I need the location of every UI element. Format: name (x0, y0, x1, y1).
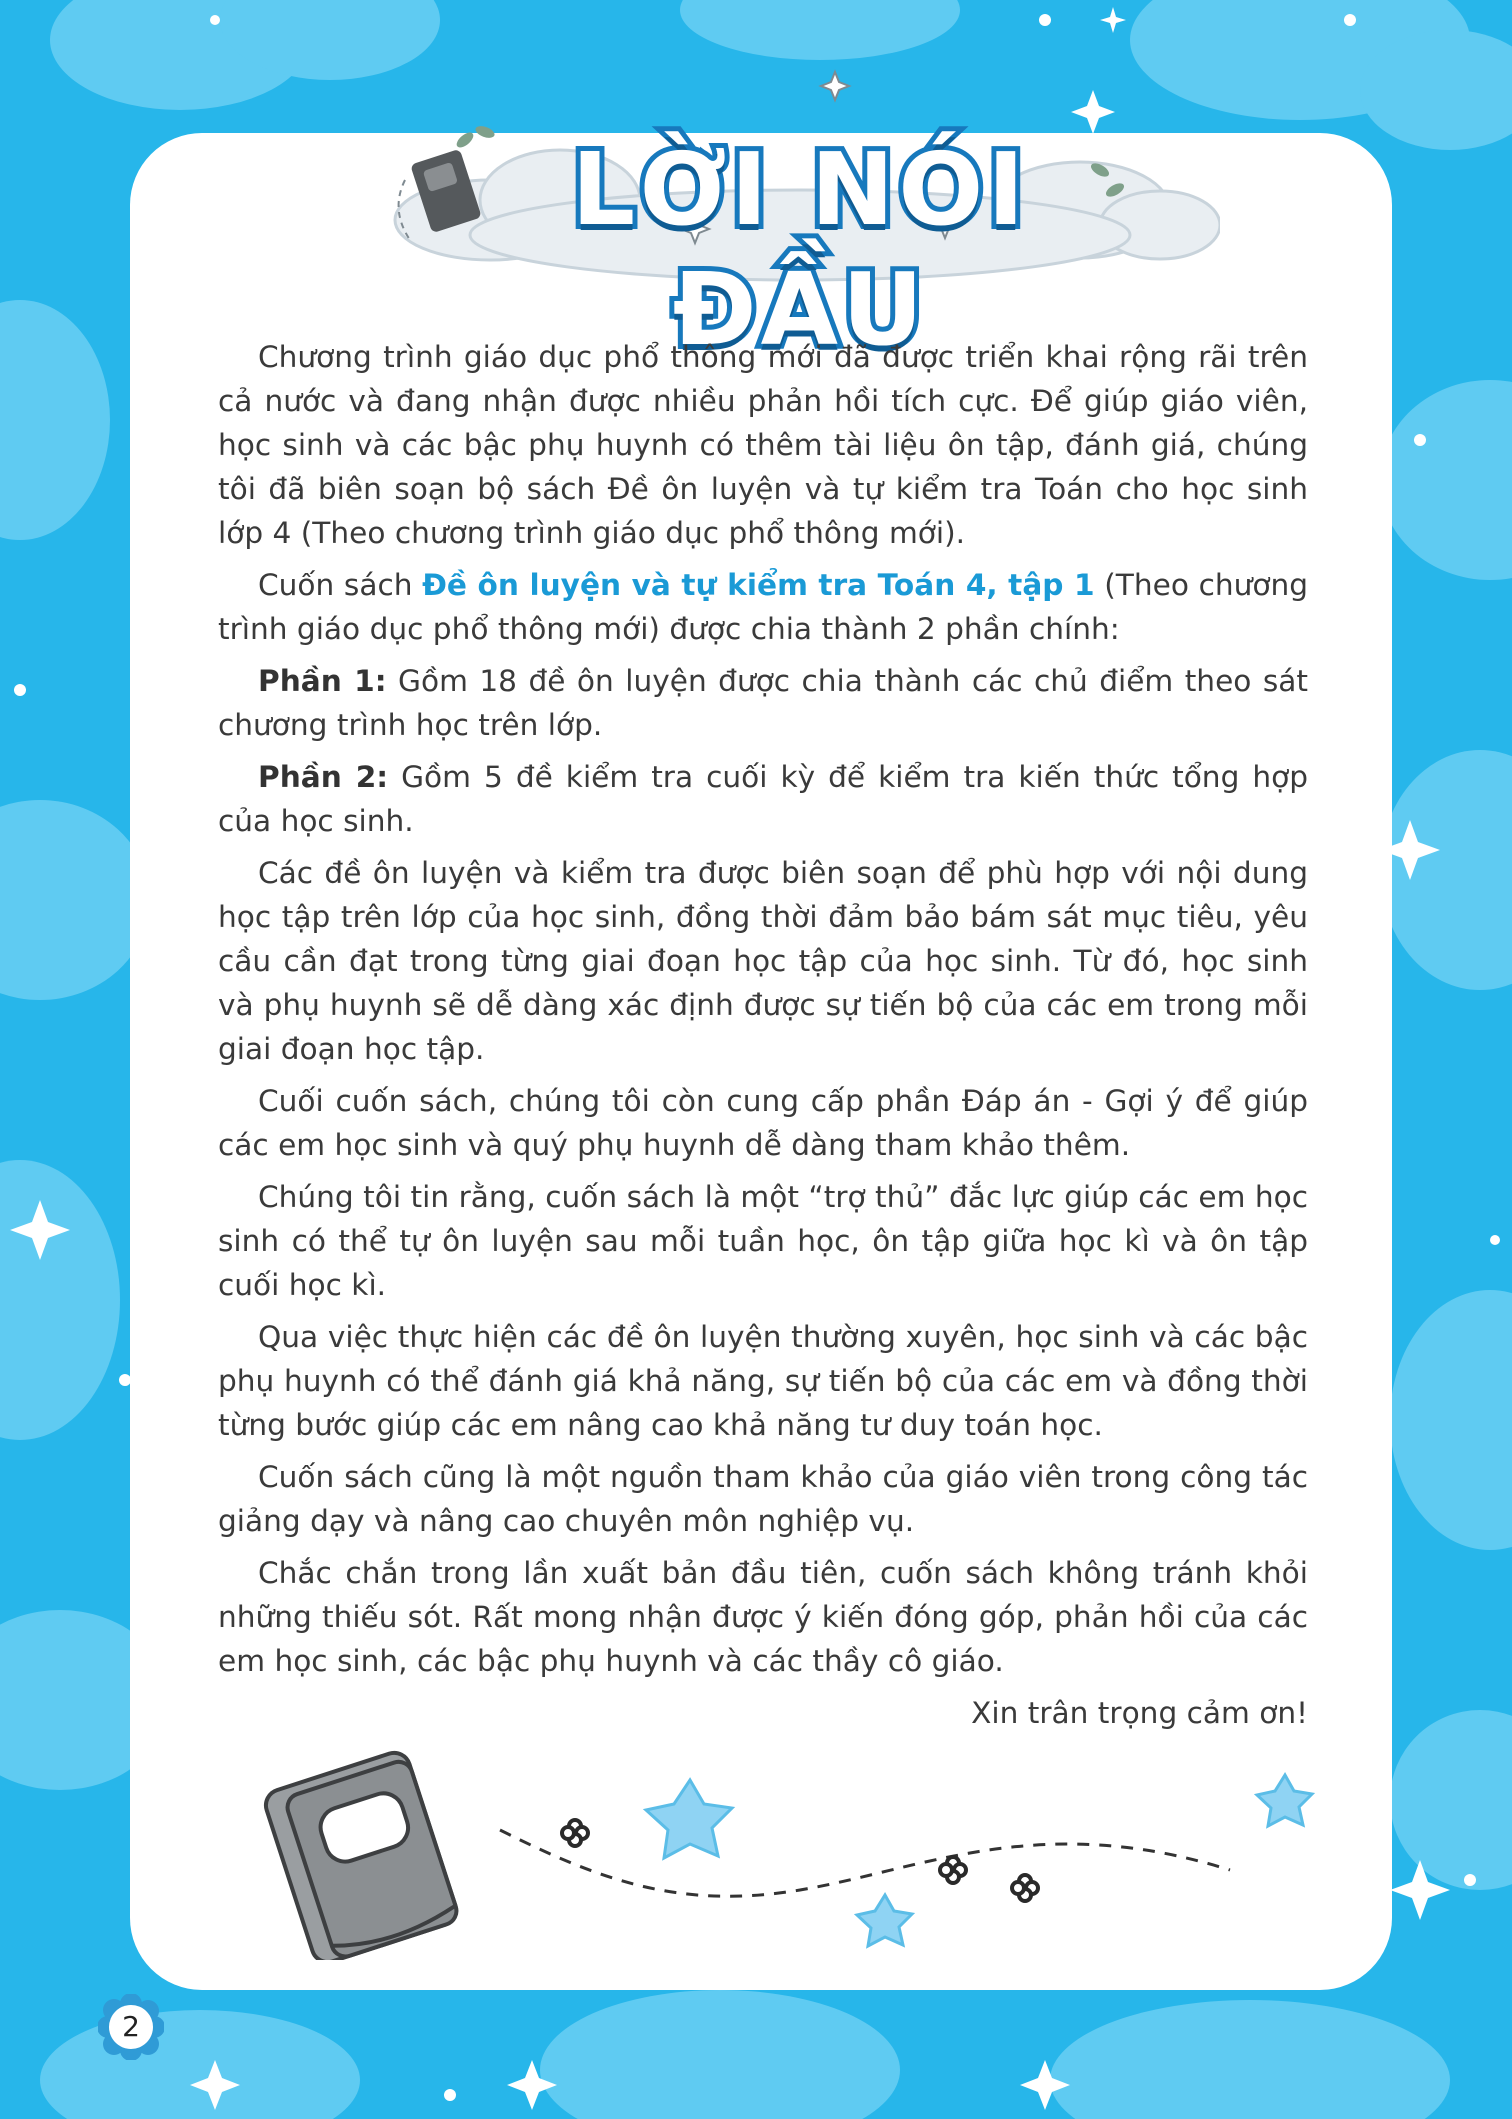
book-illustration-icon (262, 1749, 460, 1960)
p2-after: (Theo chương trình giáo dục phổ thông mới) được chia thành 2 phần chính: (218, 568, 1308, 646)
title-banner (380, 60, 1220, 368)
star-icons (646, 1775, 1312, 1946)
preface-body (218, 335, 1308, 1743)
paragraph-book-structure (218, 563, 1308, 651)
paragraph-content-design: Các đề ôn luyện và kiểm tra được biên soạn để phù hợp với nội dung học tập trên lớp của học sinh, đồng thời đảm bảo bám sát mục tiêu, yêu cầu cần đạt trong từng giai đoạn học tập của học sinh. Từ đó, học sinh và phụ huynh sẽ dễ dàng xác định được sự tiến bộ của các em trong mỗi giai đoạn học tập. (218, 856, 1308, 1066)
paragraph-part-1 (218, 659, 1308, 747)
page-title: LỜI NÓI ĐẦU (571, 131, 1029, 368)
book-title-highlight: Đề ôn luyện và tự kiểm tra Toán 4, tập 1 (422, 568, 1095, 602)
paragraph-part-2 (218, 755, 1308, 843)
paragraph-teacher-reference: Cuốn sách cũng là một nguồn tham khảo của giáo viên trong công tác giảng dạy và nâng cao chuyên môn nghiệp vụ. (218, 1460, 1308, 1538)
paragraph-answers: Cuối cuốn sách, chúng tôi còn cung cấp phần Đáp án - Gợi ý để giúp các em học sinh và quý phụ huynh dễ dàng tham khảo thêm. (218, 1084, 1308, 1162)
page-number-badge (98, 1994, 164, 2060)
page-number: 2 (122, 2010, 140, 2043)
paragraph-assistant: Chúng tôi tin rằng, cuốn sách là một “trợ thủ” đắc lực giúp các em học sinh có thể tự ôn luyện sau mỗi tuần học, ôn tập giữa học kì và ôn tập cuối học kì. (218, 1180, 1308, 1302)
paragraph-intro: Chương trình giáo dục phổ thông mới đã được triển khai rộng rãi trên cả nước và đang nhận được nhiều phản hồi tích cực. Để giúp giáo viên, học sinh và các bậc phụ huynh có thêm tài liệu ôn tập, đánh giá, chúng tôi đã biên soạn bộ sách Đề ôn luyện và tự kiểm tra Toán cho học sinh lớp 4 (Theo chương trình giáo dục phổ thông mới). (218, 340, 1308, 550)
closing-line: Xin trân trọng cảm ơn! (971, 1696, 1308, 1730)
p2-before: Cuốn sách (258, 568, 423, 602)
part-1-label: Phần 1: (258, 664, 387, 698)
bottom-decoration (240, 1740, 1320, 1960)
part-2-label: Phần 2: (258, 760, 389, 794)
part-2-text: Gồm 5 đề kiểm tra cuối kỳ để kiểm tra kiến thức tổng hợp của học sinh. (218, 760, 1308, 838)
part-1-text: Gồm 18 đề ôn luyện được chia thành các chủ điểm theo sát chương trình học trên lớp. (218, 664, 1308, 742)
paragraph-practice: Qua việc thực hiện các đề ôn luyện thường xuyên, học sinh và các bậc phụ huynh có thể đánh giá khả năng, sự tiến bộ của các em và đồng thời từng bước giúp các em nâng cao khả năng tư duy toán học. (218, 1320, 1308, 1442)
paragraph-feedback: Chắc chắn trong lần xuất bản đầu tiên, cuốn sách không tránh khỏi những thiếu sót. Rất mong nhận được ý kiến đóng góp, phản hồi của các em học sinh, các bậc phụ huynh và các thầy cô giáo. (218, 1556, 1308, 1678)
